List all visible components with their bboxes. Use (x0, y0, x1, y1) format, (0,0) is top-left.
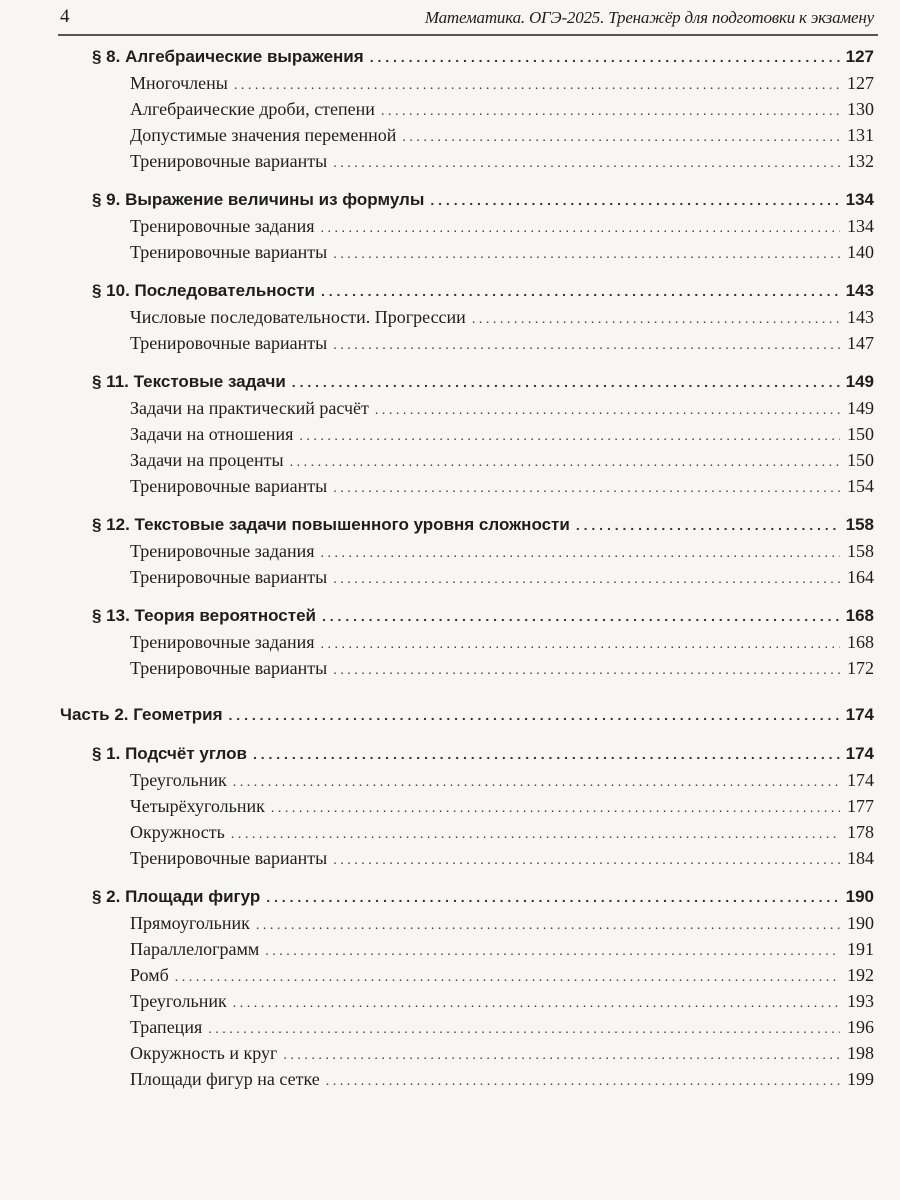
entry-title: § 13. Теория вероятностей (92, 606, 316, 625)
entry-page-number: 149 (847, 398, 874, 418)
dot-leader (333, 151, 840, 177)
dot-leader (402, 125, 840, 151)
dot-leader (576, 512, 840, 538)
toc-subentry[interactable] (0, 1040, 900, 1066)
toc-subentry[interactable] (0, 122, 900, 148)
toc-subentry[interactable] (0, 564, 900, 590)
dot-leader (266, 884, 840, 910)
dot-leader (233, 991, 840, 1017)
entry-page-number: 184 (847, 848, 874, 868)
toc-subentry[interactable] (0, 988, 900, 1014)
toc-subentry[interactable] (0, 793, 900, 819)
toc-subentry[interactable] (0, 473, 900, 499)
entry-title: § 2. Площади фигур (92, 887, 261, 906)
entry-title: Тренировочные варианты (130, 848, 328, 868)
dot-leader (321, 216, 840, 242)
entry-page-number: 177 (847, 796, 874, 816)
toc-subentry[interactable] (0, 910, 900, 936)
entry-page-number: 164 (847, 567, 874, 587)
dot-leader (233, 770, 840, 796)
entry-page-number: 134 (845, 190, 874, 209)
entry-page-number: 147 (847, 333, 874, 353)
dot-leader (333, 658, 840, 684)
entry-title: Тренировочные задания (130, 632, 315, 652)
entry-title: Тренировочные задания (130, 541, 315, 561)
dot-leader (333, 567, 840, 593)
entry-title: Задачи на практический расчёт (130, 398, 369, 418)
entry-title: Многочлены (130, 73, 228, 93)
dot-leader (321, 632, 840, 658)
entry-page-number: 149 (845, 372, 874, 391)
toc-subentry[interactable] (0, 629, 900, 655)
entry-page-number: 196 (847, 1017, 874, 1037)
entry-page-number: 191 (847, 939, 874, 959)
toc-section-heading[interactable] (0, 44, 900, 70)
entry-page-number: 132 (847, 151, 874, 171)
dot-leader (472, 307, 840, 333)
entry-page-number: 174 (845, 744, 874, 763)
dot-leader (208, 1017, 840, 1043)
toc-subentry[interactable] (0, 213, 900, 239)
dot-leader (175, 965, 840, 991)
entry-title: § 9. Выражение величины из формулы (92, 190, 425, 209)
entry-title: Четырёхугольник (130, 796, 265, 816)
toc-subentry[interactable] (0, 421, 900, 447)
toc-section-heading[interactable] (0, 741, 900, 767)
entry-title: Числовые последовательности. Прогрессии (130, 307, 466, 327)
entry-page-number: 198 (847, 1043, 874, 1063)
entry-title: § 8. Алгебраические выражения (92, 47, 364, 66)
toc-subentry[interactable] (0, 447, 900, 473)
dot-leader (370, 44, 840, 70)
toc-subentry[interactable] (0, 304, 900, 330)
toc-subentry[interactable] (0, 936, 900, 962)
toc-subentry[interactable] (0, 845, 900, 871)
toc-subentry[interactable] (0, 962, 900, 988)
dot-leader (292, 369, 840, 395)
dot-leader (381, 99, 840, 125)
entry-page-number: 174 (847, 770, 874, 790)
dot-leader (265, 939, 840, 965)
entry-title: Параллелограмм (130, 939, 260, 959)
entry-page-number: 192 (847, 965, 874, 985)
entry-page-number: 131 (847, 125, 874, 145)
entry-title: Треугольник (130, 770, 227, 790)
entry-page-number: 178 (847, 822, 874, 842)
entry-page-number: 190 (847, 913, 874, 933)
toc-subentry[interactable] (0, 655, 900, 681)
dot-leader (322, 603, 840, 629)
toc-section-heading[interactable] (0, 278, 900, 304)
entry-title: Допустимые значения переменной (130, 125, 397, 145)
entry-page-number: 193 (847, 991, 874, 1011)
entry-title: Треугольник (130, 991, 227, 1011)
toc-subentry[interactable] (0, 148, 900, 174)
toc-subentry[interactable] (0, 330, 900, 356)
dot-leader (229, 702, 840, 728)
entry-page-number: 168 (845, 606, 874, 625)
entry-title: Тренировочные варианты (130, 658, 328, 678)
toc-section-heading[interactable] (0, 187, 900, 213)
entry-title: Алгебраические дроби, степени (130, 99, 375, 119)
entry-title: Окружность и круг (130, 1043, 278, 1063)
entry-page-number: 127 (845, 47, 874, 66)
entry-page-number: 150 (847, 424, 874, 444)
dot-leader (256, 913, 840, 939)
dot-leader (283, 1043, 840, 1069)
entry-page-number: 154 (847, 476, 874, 496)
entry-page-number: 174 (845, 705, 874, 724)
entry-title: Ромб (130, 965, 169, 985)
toc-section-heading[interactable] (0, 369, 900, 395)
toc-subentry[interactable] (0, 1066, 900, 1092)
toc-subentry[interactable] (0, 538, 900, 564)
dot-leader (375, 398, 840, 424)
toc-subentry[interactable] (0, 395, 900, 421)
entry-page-number: 130 (847, 99, 874, 119)
dot-leader (333, 333, 840, 359)
dot-leader (290, 450, 840, 476)
dot-leader (321, 541, 840, 567)
entry-title: § 1. Подсчёт углов (92, 744, 247, 763)
toc-subentry[interactable] (0, 70, 900, 96)
entry-title: Окружность (130, 822, 225, 842)
entry-title: Тренировочные задания (130, 216, 315, 236)
entry-title: Трапеция (130, 1017, 203, 1037)
dot-leader (333, 848, 840, 874)
dot-leader (326, 1069, 840, 1095)
toc-section-heading[interactable] (0, 603, 900, 629)
entry-title: Задачи на отношения (130, 424, 294, 444)
entry-page-number: 172 (847, 658, 874, 678)
dot-leader (321, 278, 840, 304)
entry-title: Задачи на проценты (130, 450, 284, 470)
entry-title: § 11. Текстовые задачи (92, 372, 286, 391)
toc-section-heading[interactable] (0, 512, 900, 538)
entry-page-number: 143 (847, 307, 874, 327)
running-title: Математика. ОГЭ-2025. Тренажёр для подготовки к экзамену (424, 8, 874, 27)
dot-leader (253, 741, 840, 767)
entry-title: Тренировочные варианты (130, 242, 328, 262)
toc-part-heading[interactable] (0, 702, 900, 728)
toc-subentry[interactable] (0, 239, 900, 265)
entry-page-number: 134 (847, 216, 874, 236)
dot-leader (271, 796, 840, 822)
entry-page-number: 143 (845, 281, 874, 300)
toc-subentry[interactable] (0, 96, 900, 122)
entry-title: Прямоугольник (130, 913, 250, 933)
header-rule (58, 34, 878, 36)
entry-title: Тренировочные варианты (130, 567, 328, 587)
dot-leader (333, 476, 840, 502)
entry-page-number: 158 (845, 515, 874, 534)
entry-title: § 12. Текстовые задачи повышенного уровня сложности (92, 515, 570, 534)
entry-page-number: 150 (847, 450, 874, 470)
dot-leader (299, 424, 840, 450)
entry-title: Тренировочные варианты (130, 333, 328, 353)
entry-title: Тренировочные варианты (130, 476, 328, 496)
entry-title: Тренировочные варианты (130, 151, 328, 171)
dot-leader (333, 242, 840, 268)
entry-page-number: 158 (847, 541, 874, 561)
entry-title: Часть 2. Геометрия (60, 705, 223, 724)
toc-subentry[interactable] (0, 819, 900, 845)
toc-section-heading[interactable] (0, 884, 900, 910)
entry-page-number: 199 (847, 1069, 874, 1089)
entry-title: § 10. Последовательности (92, 281, 315, 300)
toc-subentry[interactable] (0, 1014, 900, 1040)
dot-leader (430, 187, 840, 213)
entry-page-number: 127 (847, 73, 874, 93)
table-of-contents (0, 44, 900, 1092)
entry-title: Площади фигур на сетке (130, 1069, 320, 1089)
entry-page-number: 168 (847, 632, 874, 652)
page-number: 4 (60, 6, 70, 27)
entry-page-number: 140 (847, 242, 874, 262)
toc-subentry[interactable] (0, 767, 900, 793)
entry-page-number: 190 (845, 887, 874, 906)
